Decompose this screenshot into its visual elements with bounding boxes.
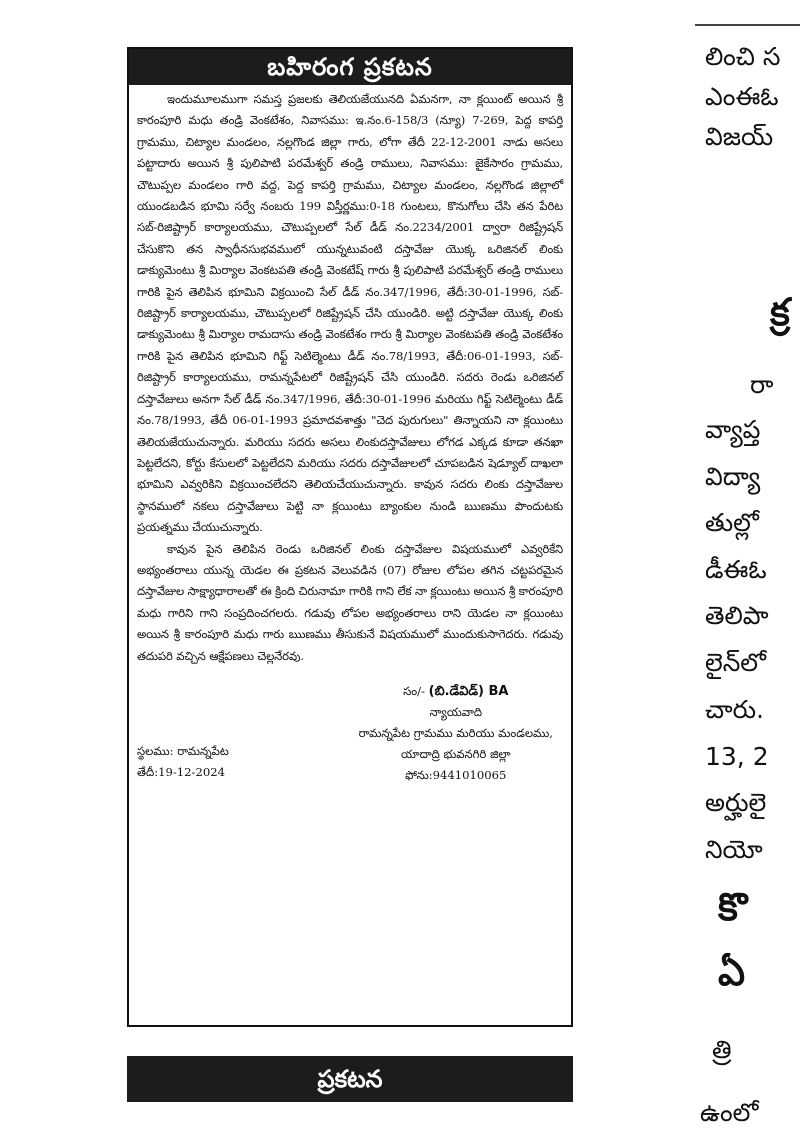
place-date-block (137, 741, 229, 783)
column-line: చారు. (705, 695, 764, 724)
column-line: వ్యాప్త (705, 415, 761, 444)
column-line: లైన్‌లో (705, 648, 767, 677)
column-line: తుల్లో (705, 508, 759, 537)
column-heading-fragment: కొ (718, 885, 748, 929)
column-line: నియో (705, 835, 763, 864)
advocate-address-line-1: రామన్నపేట గ్రామము మరియు మండలము, (358, 725, 553, 740)
advocate-phone: ఫోను:9441010065 (405, 767, 507, 782)
second-notice-title: ప్రకటన (127, 1056, 573, 1102)
column-line: రా (750, 370, 774, 399)
column-line: ఉంలో (700, 1098, 759, 1127)
column-line: డీఈఓ (705, 555, 767, 584)
column-divider (695, 24, 800, 26)
column-line: తెలిపా (705, 601, 769, 630)
column-heading-fragment: ఏ (718, 950, 746, 994)
date-label: తేదీ:19-12-2024 (137, 764, 225, 779)
column-line: అర్హులై (705, 788, 767, 817)
column-heading-fragment: క్ర (770, 290, 790, 334)
advocate-designation: న్యాయవాది (429, 704, 483, 719)
advocate-signature-block (359, 681, 553, 786)
column-line: 13, 2 (705, 742, 769, 771)
adjacent-article-column (600, 0, 800, 1133)
advocate-name: (బి.డేవిడ్) BA (428, 683, 509, 699)
notice-paragraph-2: కావున పైన తెలిపిన రెండు ఒరిజినల్ లింకు దస్తావేజుల విషయములో ఎవ్వరికేని అభ్యంతరాలు యున్న యెడల ఈ ప్రకటన వెలువడిన (07) రోజుల లోపల తగిన చట్టపరమైన దస్తావేజుల సాక్ష్యాధారాలతో ఈ క్రింది చిరునామా గారికి గాని లేక నా క్లయింటు అయిన శ్రీ కారంపూరి మధు గారిని గాని సంప్రదించగలరు. గడువు లోపల అభ్యంతరాలు రాని యెడల నా క్లయింటు అయిన శ్రీ కారంపూరి మధు గారు ఋణము తీసుకునే విషయములో ముందుకుసాగెదరు. గడువు తదుపరి వచ్చిన ఆక్షేపణలు చెల్లనేరవు. (137, 541, 563, 663)
public-notice-box (127, 47, 573, 1027)
notice-body (129, 85, 571, 667)
column-line: త్రి (712, 1035, 732, 1064)
notice-paragraph-1: ఇందుమూలముగా సమస్త ప్రజలకు తెలియజేయునది ఏమనగా, నా క్లయింట్ అయిన శ్రీ కారంపూరి మధు తండ్రి వెంకటేశం, నివాసము: ఇ.నం.6-158/3 (న్యూ) 7-269, పెద్ద కాపర్తి గ్రామము, చిట్యాల మండలం, నల్లగొండ జిల్లా గారు, లోగా తేదీ 22-12-2001 నాడు అసలు పట్టాదారు అయిన శ్రీ పులిపాటి పరమేశ్వర్ తండ్రి రాములు, నివాసము: జైకేసారం గ్రామము, చౌటుప్పల మండలం గారి వద్ద, పెద్ద కాపర్తి గ్రామము, చిట్యాల మండలం, నల్లగొండ జిల్లాలో యుండబడిన భూమి సర్వే నంబరు 199 విస్తీర్ణము:0-18 గుంటలు, కొనుగోలు చేసి తన పేరిట సబ్-రిజిష్ట్రార్ కార్యాలయము, చౌటుప్పలలో సేల్ డీడ్ నం.2234/2001 ద్వారా రిజిష్ట్రేషన్ చేసుకొని తన స్వాధీనసుభవములో యున్నటువంటి దస్తావేజు యొక్క ఒరిజినల్ లింకు డాక్యుమెంటు శ్రీ మిర్యాల వెంకటపతి తండ్రి వెంకటేష్ గారు శ్రీ పులిపాటి పరమేశ్వర్ తండ్రి రాములు గారికి పైన తెలిపిన భూమిని విక్రయించి సేల్ డీడ్ నం.347/1996, తేదీ:30-01-1996, సబ్-రిజిష్ట్రార్ కార్యాలయము, చౌటుప్పలలో రిజిష్ట్రేషన్ చేసి యుండిరి. అట్టి దస్తావేజు యొక్క లింకు డాక్యుమెంటు శ్రీ మిర్యాల రామదాసు తండ్రి వెంకటేశం గారు శ్రీ మిర్యాల వెంకటపతి తండ్రి వెంకటేశం గారికి పైన తెలిపిన భూమిని గిఫ్ట్ సెటిల్మెంటు డీడ్ నం.78/1993, తేదీ:06-01-1993, సబ్-రిజిష్ట్రార్ కార్యాలయము, రామన్నపేటలో రిజిష్ట్రేషన్ చేసి యుండిరి. సదరు రెండు ఒరిజినల్ దస్తావేజులు అనగా సేల్ డీడ్ నం.347/1996, తేదీ:30-01-1996 మరియు గిఫ్ట్ సెటిల్మెంటు డీడ్ నం.78/1993, తేదీ 06-01-1993 ప్రమాదవశాత్తు "చెద పురుగులు" తిన్నాయని నా క్లయింటు తెలియజేయుచున్నారు. మరియు సదరు అసలు లింకుదస్తావేజులు లోగడ ఎక్కడ కూడా తనఖా పెట్టలేదని, కోర్టు కేసులలో పెట్టలేదని మరియు సదరు దస్తావేజులలో చూపబడిన షెడ్యూల్ దాఖలా భూమిని ఎవ్వరికిని విక్రయించలేదని తెలియచేయుచున్నారు. కావున సదరు లింకు దస్తావేజుల స్థానములో నకలు దస్తావేజులు పెట్టి నా క్లయింటు బ్యాంకుల నుండి ఋణము పొందుటకు ప్రయత్నము చేయుచున్నారు. (137, 92, 563, 535)
column-line: ఎంఈఓ (705, 82, 779, 111)
column-line: విద్యా (705, 462, 761, 491)
signature-area (129, 681, 571, 831)
signature-prefix: సం/- (403, 683, 425, 698)
column-line: లించి స (705, 42, 781, 71)
column-line: విజయ్ (705, 122, 774, 151)
advocate-address-line-2: యాదాద్రి భువనగిరి జిల్లా (400, 746, 511, 761)
place-label: స్థలము: రామన్నపేట (137, 743, 229, 758)
notice-title: బహిరంగ ప్రకటన (129, 49, 571, 85)
